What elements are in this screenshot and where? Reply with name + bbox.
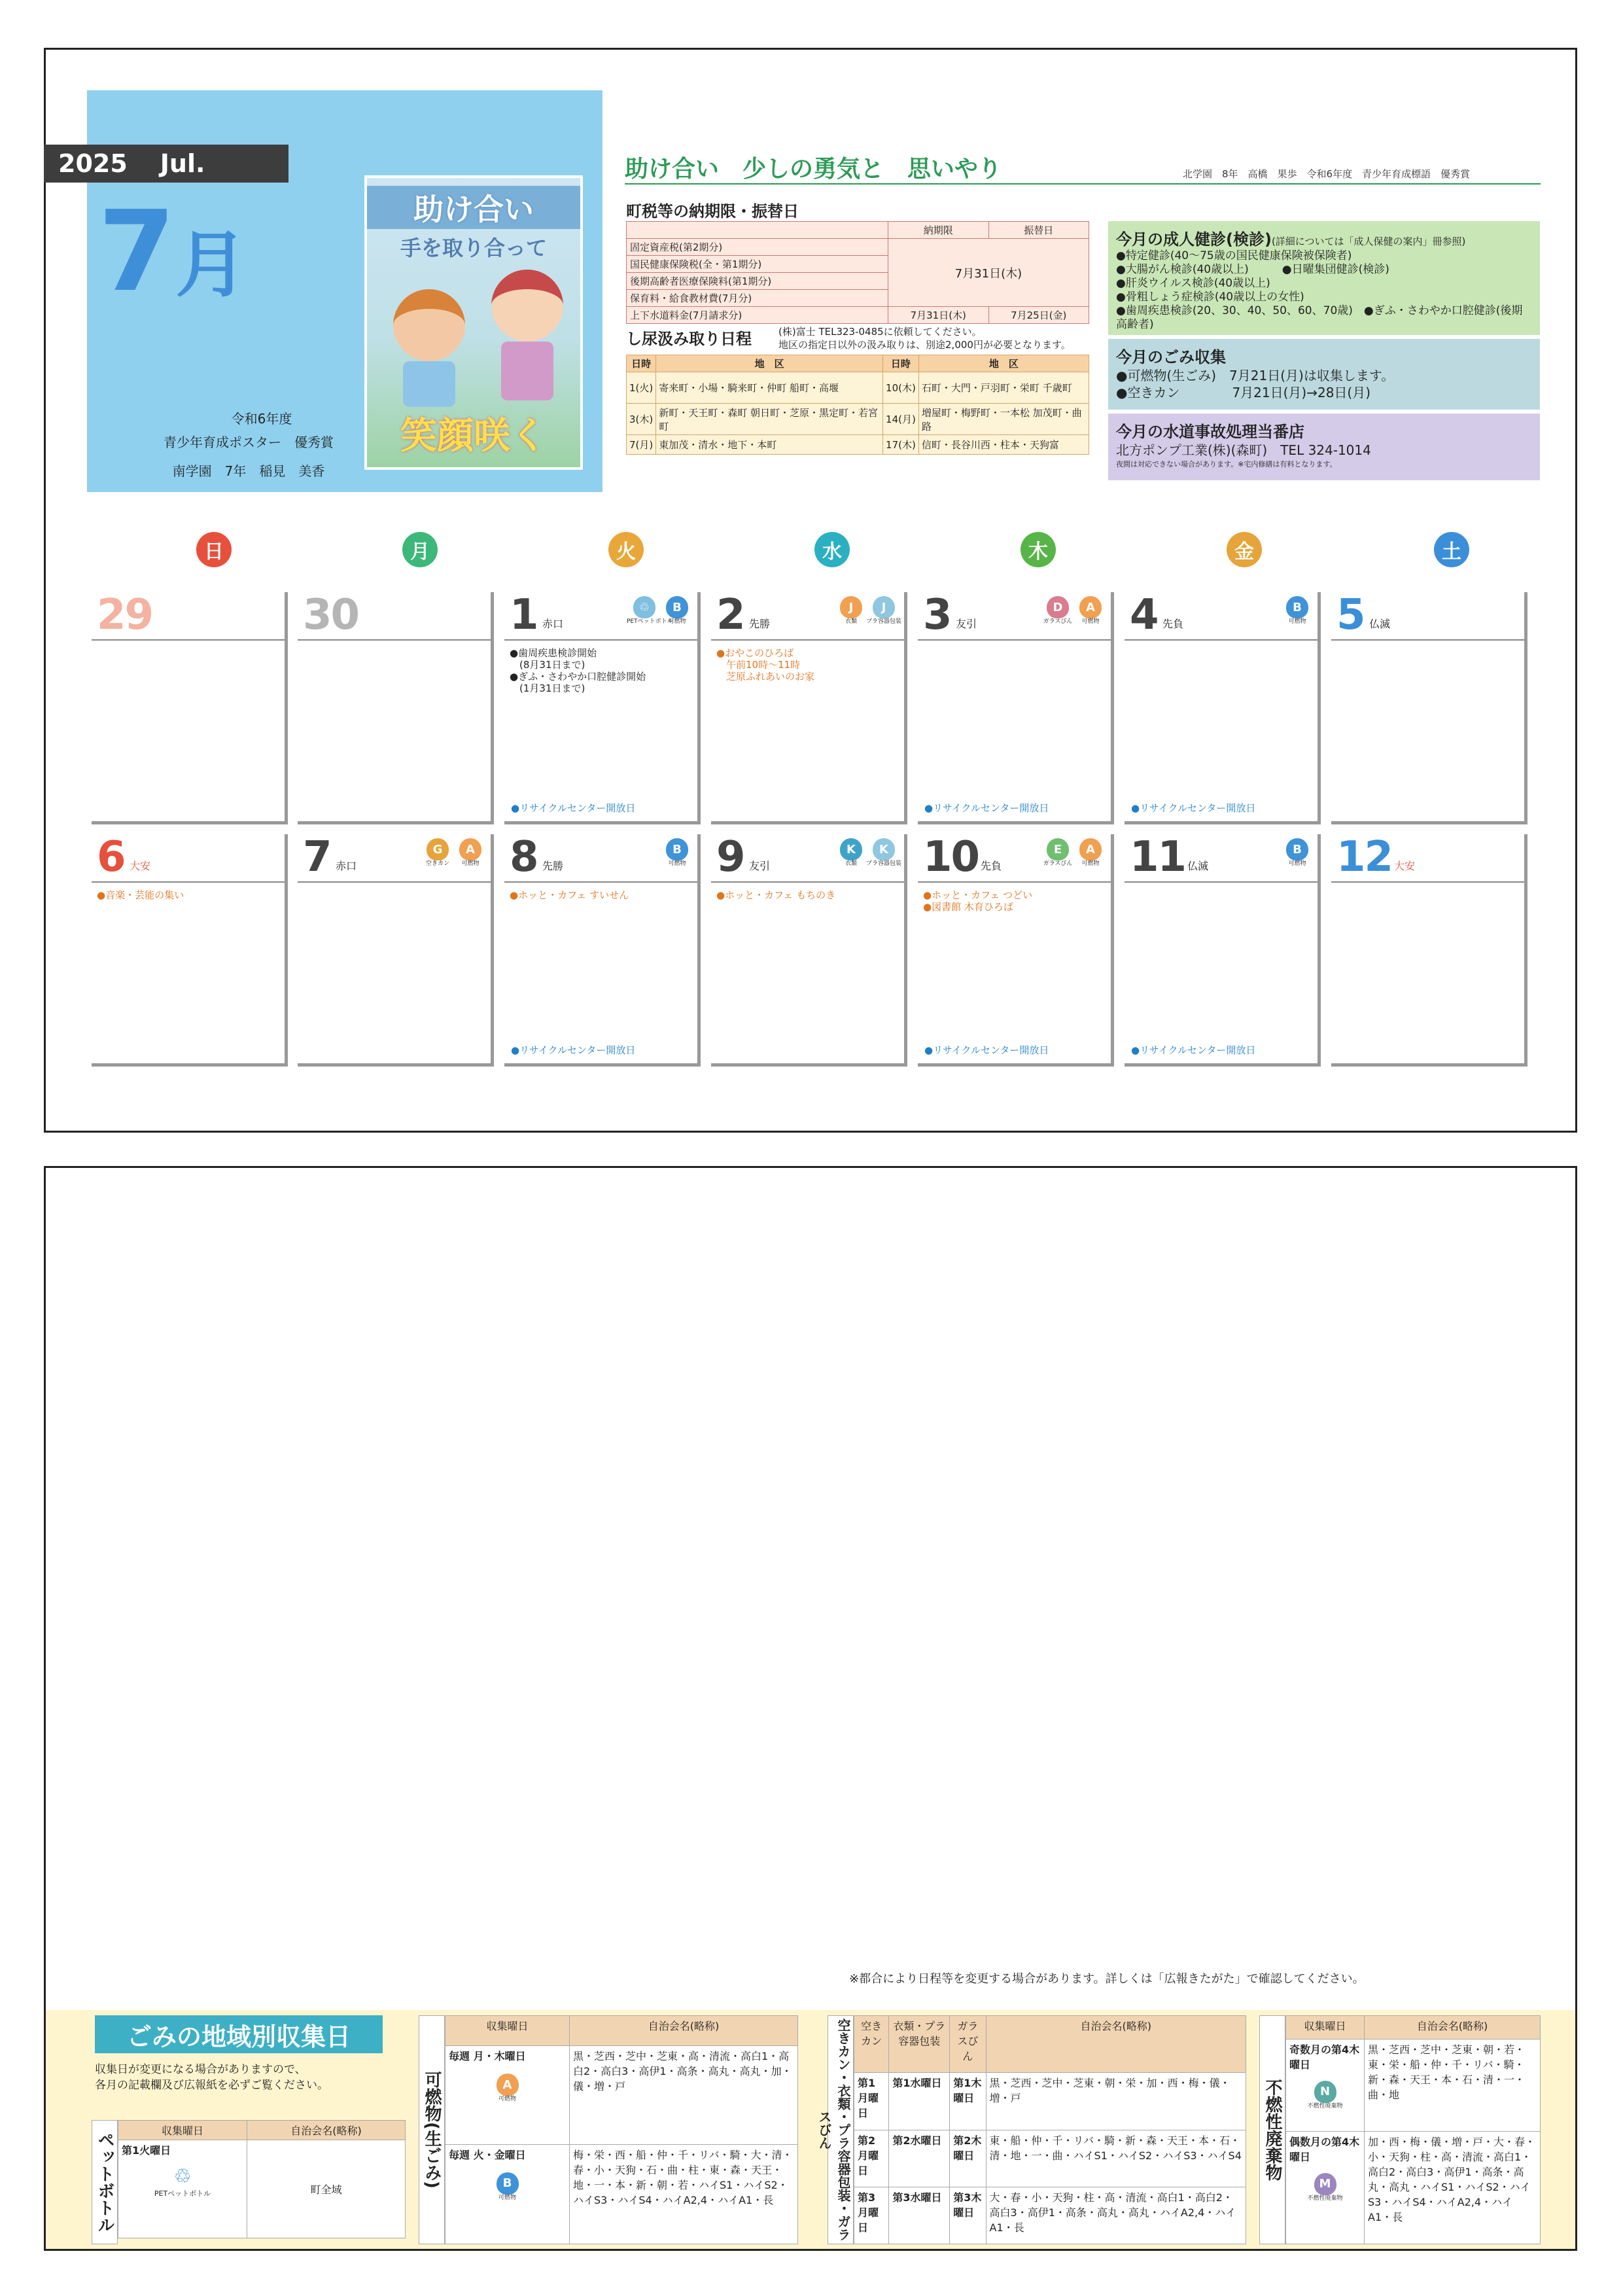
event-text: ●おやこのひろば 午前10時～11時 芝原ふれあいのお家 (716, 647, 815, 682)
cell-rule (298, 639, 491, 641)
funen-n-icon (1307, 2081, 1343, 2119)
funen-m-icon (1307, 2173, 1343, 2211)
month-en: Jul. (160, 149, 205, 178)
day-number: 1 (510, 591, 538, 639)
dayname-4: 木 (1021, 532, 1056, 567)
rokuyo: 友引 (956, 618, 977, 630)
pet-area: 町全域 (247, 2140, 406, 2238)
day-cell (918, 592, 1114, 824)
month-suffix: 月 (175, 223, 248, 307)
sewage-area: 増屋町・梅野町・一本松 加茂町・曲路 (918, 404, 1089, 435)
tax-row: 国民健康保険税(全・第1期分) (627, 256, 888, 273)
mid-label: 空きカン・衣類・プラ容器包装・ガラスびん (828, 2015, 854, 2244)
mid-day: 第2水曜日 (892, 2134, 942, 2147)
year-bar (44, 145, 288, 183)
icon-caption: 空きカン (425, 860, 449, 867)
sewage-area: 東加茂・清水・地下・本町 (656, 435, 883, 455)
icon-caption: 不燃性廃棄物 (1307, 2102, 1343, 2110)
dayname-6: 土 (1434, 532, 1469, 567)
bag-icon: B (666, 596, 688, 618)
event-text: ●ホッと・カフェ もちのき (716, 889, 836, 901)
cell-rule (711, 639, 904, 641)
tax-row: 固定資産税(第2期分) (627, 239, 888, 256)
sewage-note-1: (株)富士 TEL323-0485に依頼してください。 (778, 326, 982, 338)
slogan: 助け合い 少しの勇気と 思いやり (625, 156, 1002, 183)
icon-caption: 可燃物 (461, 860, 480, 867)
garbage-icon (424, 838, 451, 876)
tax-col-due: 納期限 (888, 222, 989, 239)
bag-icon: ♲ (633, 596, 655, 618)
sewage-date: 10(木) (883, 372, 919, 404)
month-number (98, 187, 248, 321)
day-number: 3 (923, 591, 951, 639)
bag-icon: A (459, 838, 481, 860)
water-line: 北方ポンプ工業(株)(森町) TEL 324-1014 (1116, 442, 1371, 458)
gomi-month-box (1108, 339, 1540, 410)
day-number: 29 (97, 591, 153, 639)
icon-caption: プラ容器包装 (866, 860, 902, 867)
kanen-b-icon (494, 2172, 521, 2210)
bag-icon: B (666, 838, 688, 860)
kenshin-sub: (詳細については「成人保健の案内」冊参照) (1271, 236, 1466, 247)
pet-icon: ♲ (173, 2165, 192, 2188)
kenshin-line: ●大腸がん検診(40歳以上) ●日曜集団健診(検診) (1116, 263, 1389, 276)
icon-caption: 可燃物 (498, 2096, 516, 2103)
poster-text-2: 手を取り合って (400, 236, 547, 260)
sewage-date: 17(木) (883, 435, 919, 455)
garbage-icon (627, 596, 673, 634)
rokuyo: 先勝 (749, 618, 771, 630)
sewage-area: 寄来町・小場・騎来町・仲町 船町・高堰 (656, 372, 883, 404)
tax-row: 上下水道料金(7月請求分) (627, 307, 888, 324)
notice: ※都合により日程等を変更する場合があります。詳しくは「広報きたがた」で確認してください。 (849, 1972, 1365, 1986)
gomi-desc-2: 各月の記載欄及び広報紙を必ずご覧ください。 (95, 2079, 328, 2092)
funen-table (1285, 2015, 1541, 2244)
pet-h1: 収集曜日 (118, 2121, 247, 2140)
funen-h1: 収集曜日 (1286, 2016, 1365, 2040)
cell-rule (92, 881, 285, 883)
icon-caption: 可燃物 (668, 860, 686, 867)
garbage-icon (866, 596, 902, 634)
mid-day: 第1水曜日 (892, 2077, 942, 2090)
garbage-icon (1044, 838, 1072, 876)
sewage-title: し尿汲み取り日程 (626, 330, 752, 348)
dayname-1: 月 (402, 532, 438, 567)
cell-rule (504, 639, 697, 641)
cell-rule (1331, 881, 1524, 883)
funen-day-1: 奇数月の第4木曜日 (1289, 2043, 1360, 2071)
mid-day: 第2木曜日 (953, 2134, 982, 2162)
cell-rule (1125, 881, 1318, 883)
day-number: 8 (510, 833, 538, 881)
poster-caption-3: 南学園 7年 稲見 美香 (172, 463, 325, 479)
tax-title: 町税等の納期限・振替日 (626, 202, 799, 221)
day-cell (1125, 592, 1321, 824)
garbage-icon (663, 838, 691, 876)
day-cell (918, 834, 1114, 1067)
kenshin-line: ●肝炎ウイルス検診(40歳以上) (1116, 277, 1270, 290)
kenshin-line: ●特定健診(40～75歳の国民健康保険被保険者) (1116, 249, 1352, 262)
tax-col-transfer: 振替日 (988, 222, 1089, 239)
rokuyo: 先負 (1162, 618, 1184, 630)
gomi-month-line: ●可燃物(生ごみ) 7月21日(月)は収集します。 (1116, 368, 1395, 383)
event-text: ●音楽・芸能の集い (97, 889, 184, 901)
child-2-illustration (491, 270, 563, 342)
slogan-underline (625, 183, 1541, 185)
day-number: 30 (303, 591, 359, 639)
icon-caption: プラ容器包装 (866, 618, 902, 625)
kanen-day-2: 毎週 火・金曜日 (449, 2148, 526, 2161)
bag-icon: K (873, 838, 895, 860)
event-text: ●ホッと・カフェ すいせん (510, 889, 629, 901)
icon-caption: 可燃物 (1081, 860, 1100, 867)
mid-day: 第3月曜日 (858, 2191, 879, 2234)
garbage-icon (457, 838, 484, 876)
sewage-date: 14(月) (883, 404, 919, 435)
tax-table (626, 221, 1089, 324)
mid-day: 第2月曜日 (858, 2134, 879, 2177)
kanen-day-1: 毎週 月・木曜日 (449, 2050, 526, 2063)
sewage-h-date: 日時 (883, 355, 919, 372)
bag-icon: A (497, 2074, 519, 2096)
sewage-area: 石町・大門・戸羽町・栄町 千歳町 (918, 372, 1089, 404)
day-number: 6 (97, 833, 125, 881)
bag-icon: G (427, 838, 449, 860)
sewage-date: 7(月) (627, 435, 656, 455)
mid-day: 第1月曜日 (858, 2077, 879, 2120)
sewage-h-date: 日時 (627, 355, 656, 372)
pet-day: 第1火曜日 (122, 2144, 171, 2157)
day-number: 9 (716, 833, 744, 881)
bag-icon: M (1314, 2173, 1336, 2195)
garbage-icon (1283, 596, 1311, 634)
bag-icon: K (840, 838, 862, 860)
cell-rule (1331, 639, 1524, 641)
bag-icon: B (1286, 838, 1308, 860)
icon-caption: 可燃物 (1288, 618, 1306, 625)
recycle-center-note: ●リサイクルセンター開放日 (924, 802, 1049, 814)
cell-rule (92, 639, 285, 641)
poster-text-1: 助け合い (367, 186, 580, 229)
rokuyo: 赤口 (542, 618, 564, 630)
day-cell (92, 834, 288, 1067)
kenshin-line: ●歯周疾患検診(20、30、40、50、60、70歳) ●ぎふ・さわやか口腔健診(後期高齢者) (1116, 304, 1523, 331)
mid-h2: 衣類・プラ容器包装 (889, 2016, 950, 2073)
icon-caption: ガラスびん (1043, 860, 1073, 867)
tax-row: 保育料・給食教材費(7月分) (627, 290, 888, 307)
mid-h1: 空きカン (854, 2016, 889, 2073)
sewage-table (626, 355, 1089, 455)
tax-due-a: 7月31日(木) (888, 239, 1089, 307)
water-box (1108, 414, 1540, 480)
sewage-date: 1(火) (627, 372, 656, 404)
garbage-icon (663, 596, 691, 634)
day-cell (92, 592, 288, 824)
kanen-h1: 収集曜日 (445, 2016, 570, 2046)
rokuyo: 仏滅 (1369, 618, 1391, 630)
water-sub: 夜間は対応できない場合があります。※宅内修繕は有料となります。 (1116, 460, 1337, 468)
icon-caption: PETペットボトル (627, 618, 673, 625)
garbage-icon (1283, 838, 1311, 876)
mid-h4: 自治会名(略称) (986, 2016, 1246, 2073)
garbage-icon (1044, 596, 1072, 634)
mid-day: 第3水曜日 (892, 2191, 942, 2204)
dayname-3: 水 (814, 532, 850, 567)
bag-icon: J (873, 596, 895, 618)
day-number: 12 (1336, 833, 1393, 881)
rokuyo: 先負 (981, 860, 1002, 872)
gomi-month-line: ●空きカン 7月21日(月)→28日(月) (1116, 385, 1371, 400)
icon-caption: 可燃物 (668, 618, 686, 625)
cell-rule (1125, 639, 1318, 641)
mid-day: 第3木曜日 (953, 2191, 982, 2219)
cell-rule (918, 881, 1111, 883)
garbage-icon (866, 838, 902, 876)
funen-day-2: 偶数月の第4木曜日 (1289, 2135, 1360, 2163)
kanen-area-1: 黒・芝西・芝中・芝東・高・清流・高白1・高白2・高白3・高伊1・高条・高丸・高丸・加・儀・増・戸 (570, 2046, 798, 2145)
kanen-h2: 自治会名(略称) (570, 2016, 798, 2046)
poster-text-3: 笑顔咲く (400, 415, 547, 457)
day-cell (504, 592, 701, 824)
poster-caption-2: 青少年育成ポスター 優秀賞 (164, 434, 334, 450)
day-number: 10 (923, 833, 979, 881)
mid-table (854, 2015, 1246, 2244)
mid-area: 黒・芝西・芝中・芝東・朝・栄・加・西・梅・儀・増・戸 (986, 2073, 1246, 2130)
mid-day: 第1木曜日 (953, 2077, 982, 2105)
garbage-icon (837, 596, 865, 634)
day-number: 2 (716, 591, 744, 639)
day-cell (711, 834, 907, 1067)
day-cell (298, 592, 494, 824)
garbage-icon (837, 838, 865, 876)
day-cell (1331, 592, 1527, 824)
bag-icon: B (1286, 596, 1308, 618)
cell-rule (711, 881, 904, 883)
poster-image (364, 175, 583, 470)
pet-h2: 自治会名(略称) (247, 2121, 406, 2140)
event-text: ●ホッと・カフェ つどい ●図書館 木育ひろば (923, 889, 1033, 913)
day-cell (1331, 834, 1527, 1067)
kanen-a-icon (494, 2074, 521, 2111)
rokuyo: 仏滅 (1187, 860, 1209, 872)
tax-row: 後期高齢者医療保険料(第1期分) (627, 273, 888, 290)
day-cell (504, 834, 701, 1067)
sewage-h-area: 地 区 (656, 355, 883, 372)
child-1-body (403, 361, 455, 407)
garbage-icon (1077, 596, 1104, 634)
icon-caption: ガラスびん (1043, 618, 1073, 625)
garbage-icon (1077, 838, 1104, 876)
icon-caption: 衣類 (845, 618, 857, 625)
recycle-center-note: ●リサイクルセンター開放日 (1131, 802, 1256, 814)
recycle-center-note: ●リサイクルセンター開放日 (511, 1044, 636, 1056)
icon-caption: 可燃物 (1081, 618, 1100, 625)
icon-caption: 可燃物 (1288, 860, 1306, 867)
sewage-area: 信町・長谷川西・柱本・天狗富 (918, 435, 1089, 455)
cell-rule (918, 639, 1111, 641)
day-number: 4 (1130, 591, 1158, 639)
cell-rule (504, 881, 697, 883)
child-2-body (501, 342, 553, 400)
rokuyo: 赤口 (336, 860, 357, 872)
dayname-2: 火 (608, 532, 644, 567)
bag-icon: A (1079, 838, 1102, 860)
kenshin-title: 今月の成人健診(検診) (1116, 230, 1272, 249)
rokuyo: 大安 (1394, 860, 1416, 872)
bag-icon: B (497, 2172, 519, 2195)
sewage-area: 新町・天王町・森町 朝日町・芝原・黒定町・若宮町 (656, 404, 883, 435)
bag-icon: A (1079, 596, 1102, 618)
mid-h3: ガラスびん (950, 2016, 986, 2073)
bag-icon: N (1314, 2081, 1336, 2103)
gomi-desc-1: 収集日が変更になる場合がありますので、 (95, 2063, 306, 2076)
day-cell (298, 834, 494, 1067)
kanen-area-2: 梅・栄・西・船・仲・千・リバ・騎・大・清・春・小・天狗・石・曲・柱・東・森・天王・地・一・本・新・朝・若・ハイS1・ハイS2・ハイS3・ハイS4・ハイA2,4・ハイA1・長 (570, 2144, 798, 2244)
sewage-h-area: 地 区 (918, 355, 1089, 372)
gomi-area-title: ごみの地域別収集日 (95, 2015, 383, 2053)
day-number: 7 (303, 833, 331, 881)
bag-icon: J (840, 596, 862, 618)
recycle-center-note: ●リサイクルセンター開放日 (924, 1044, 1049, 1056)
bag-icon: E (1047, 838, 1069, 860)
gomi-month-title: 今月のごみ収集 (1116, 348, 1226, 366)
dayname-5: 金 (1227, 532, 1262, 567)
poster-caption-1: 令和6年度 (231, 411, 292, 427)
mid-area: 東・船・仲・千・リバ・騎・新・森・天王・本・石・清・地・一・曲・ハイS1・ハイS2・ハイS3・ハイS4 (986, 2130, 1246, 2187)
day-cell (1125, 834, 1321, 1067)
tax-due-b: 7月31日(木) (888, 307, 989, 324)
rokuyo: 大安 (130, 860, 151, 872)
slogan-credit: 北学園 8年 高橋 果歩 令和6年度 青少年育成標語 優秀賞 (1183, 168, 1471, 180)
icon-caption: 可燃物 (498, 2194, 516, 2201)
day-number: 11 (1130, 833, 1186, 881)
dayname-0: 日 (196, 532, 232, 567)
funen-h2: 自治会名(略称) (1365, 2016, 1541, 2040)
kanen-table (445, 2015, 798, 2244)
recycle-center-note: ●リサイクルセンター開放日 (1131, 1044, 1256, 1056)
mid-area: 大・春・小・天狗・柱・高・清流・高白1・高白2・高白3・高伊1・高条・高丸・高丸・ハイA2,4・ハイA1・長 (986, 2187, 1246, 2244)
month-jp: 7 (98, 187, 176, 317)
kenshin-box (1108, 221, 1540, 335)
funen-area-1: 黒・芝西・芝中・芝東・朝・若・東・栄・船・仲・千・リバ・騎・新・森・天王・本・石・清・一・曲・地 (1365, 2039, 1541, 2131)
kanen-label: 可燃物(生ごみ) (419, 2015, 445, 2244)
sewage-note-2: 地区の指定日以外の汲み取りは、別途2,000円が必要となります。 (778, 339, 1071, 351)
kenshin-line: ●骨粗しょう症検診(40歳以上の女性) (1116, 291, 1304, 304)
child-1-illustration (393, 289, 465, 361)
icon-caption: 不燃性廃棄物 (1307, 2195, 1343, 2202)
pet-table (118, 2120, 406, 2238)
tax-transfer-b: 7月25日(金) (988, 307, 1089, 324)
day-cell (711, 592, 907, 824)
water-title: 今月の水道事故処理当番店 (1116, 423, 1304, 441)
pet-label: ペットボトル (92, 2120, 118, 2244)
icon-caption: 衣類 (845, 860, 857, 867)
bag-icon: D (1047, 596, 1069, 618)
year: 2025 (58, 149, 128, 178)
funen-label: 不燃性廃棄物 (1259, 2015, 1285, 2244)
funen-area-2: 加・西・梅・儀・増・戸・大・春・小・天狗・柱・高・清流・高白1・高白2・高白3・高伊1・高条・高丸・高丸・ハイS1・ハイS2・ハイS3・ハイS4・ハイA2,4・ハイA1・長 (1365, 2131, 1541, 2244)
rokuyo: 先勝 (542, 860, 564, 872)
recycle-center-note: ●リサイクルセンター開放日 (511, 802, 636, 814)
day-number: 5 (1336, 591, 1365, 639)
sewage-date: 3(木) (627, 404, 656, 435)
cell-rule (298, 881, 491, 883)
pet-icon-cap: PETペットボトル (154, 2189, 211, 2198)
event-text: ●歯周疾患検診開始 (8月31日まで) ●ぎふ・さわやか口腔健診開始 (1月31日まで) (510, 647, 646, 694)
rokuyo: 友引 (749, 860, 771, 872)
